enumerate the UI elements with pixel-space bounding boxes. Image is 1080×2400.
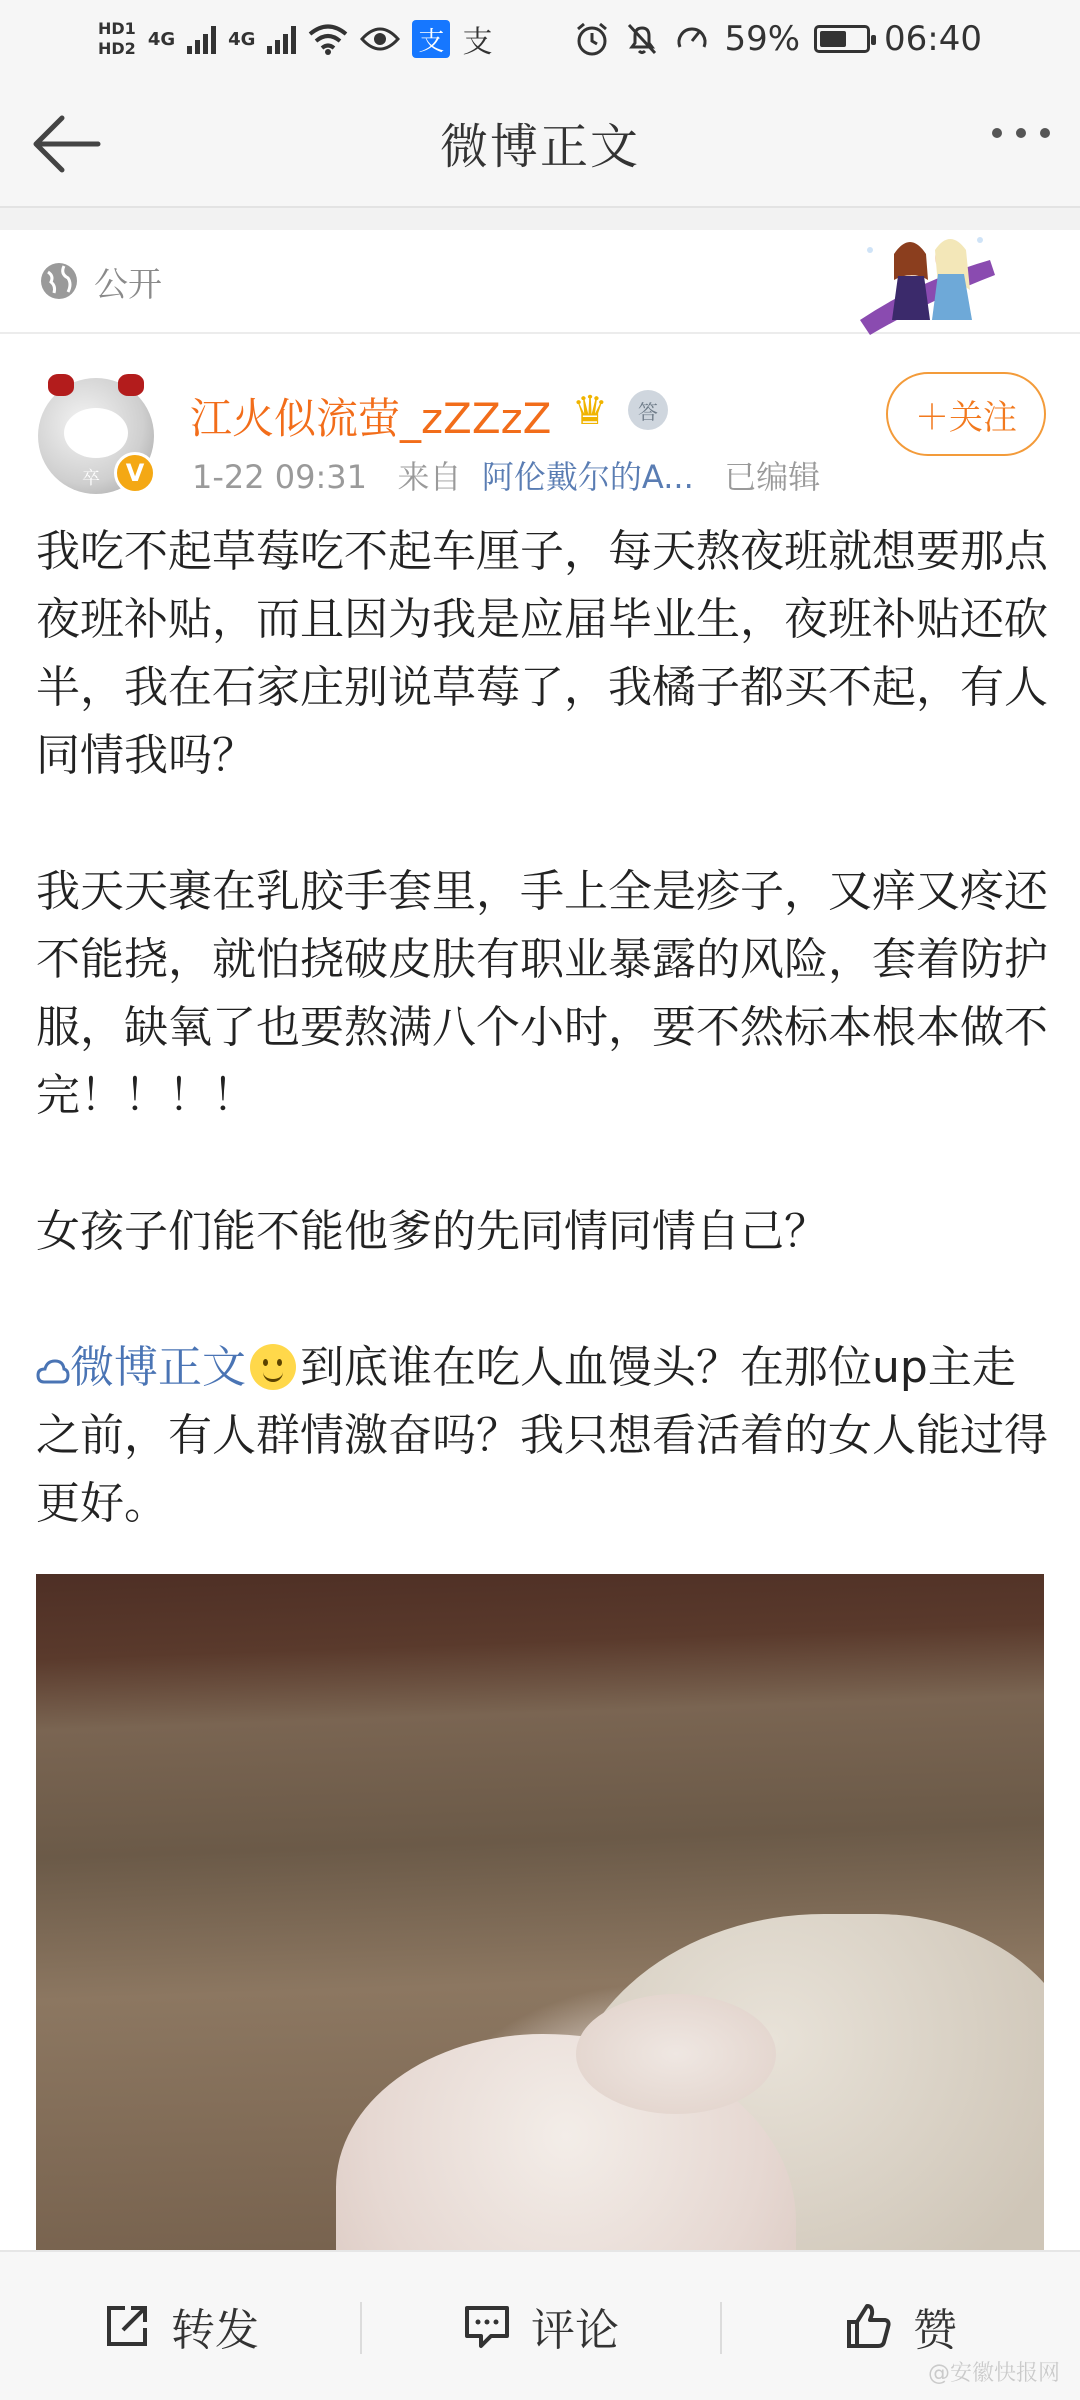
author-name[interactable]: 江火似流萤_zZZzZ xyxy=(190,394,552,443)
hd2-label: HD2 xyxy=(98,39,136,58)
status-bar xyxy=(0,0,1080,78)
like-label: 赞 xyxy=(913,2305,957,2356)
hd-indicator xyxy=(98,19,136,59)
battery-percent: 59% xyxy=(724,19,801,59)
quote-paragraph xyxy=(36,1334,1052,1538)
crown-icon[interactable]: ♛ xyxy=(572,388,608,434)
page-title: 微博正文 xyxy=(439,118,640,175)
follow-button[interactable]: ＋关注 xyxy=(886,372,1046,456)
post-photo[interactable] xyxy=(36,1574,1044,2250)
repost-icon xyxy=(101,2300,153,2352)
visibility-label: 公开 xyxy=(94,264,162,305)
watermark: @安徽快报网 xyxy=(927,2361,1060,2386)
post-time: 1-22 09:31 xyxy=(192,458,368,496)
thumbs-up-icon xyxy=(843,2300,895,2352)
signal-icon-2 xyxy=(267,24,296,54)
nav-bar xyxy=(0,78,1080,208)
mute-icon xyxy=(624,21,660,57)
network-type-2: 4G xyxy=(228,28,256,50)
alarm-icon xyxy=(574,21,610,57)
battery-icon xyxy=(814,25,870,53)
smile-emoji-icon xyxy=(250,1344,296,1390)
alipay-icon: 支 xyxy=(412,20,450,58)
post-paragraph-1: 我吃不起草莓吃不起车厘子，每天熬夜班就想要那点夜班补贴，而且因为我是应届毕业生，夜班补贴还砍半，我在石家庄别说草莓了，我橘子都买不起，有人同情我吗？ xyxy=(36,526,1048,781)
clock: 06:40 xyxy=(884,19,982,59)
post-paragraph-3: 女孩子们能不能他爹的先同情同情自己？ xyxy=(36,1206,828,1257)
signal-icon xyxy=(187,24,216,54)
weibo-text-link[interactable]: 微博正文 xyxy=(70,1342,246,1393)
weibo-link-icon xyxy=(36,1356,70,1386)
post-meta xyxy=(192,452,820,498)
wifi-icon xyxy=(308,23,348,55)
network-type-1: 4G xyxy=(147,28,176,50)
eye-icon xyxy=(360,25,400,53)
edited-label: 已编辑 xyxy=(724,458,821,496)
comment-label: 评论 xyxy=(531,2305,619,2356)
globe-icon xyxy=(38,260,80,302)
verified-badge-icon: V xyxy=(114,452,156,494)
post-content xyxy=(36,518,1052,1538)
frozen-sticker-image xyxy=(850,220,1000,340)
photo-knuckle xyxy=(576,1994,776,2114)
comment-icon xyxy=(461,2300,513,2352)
post-paragraph-2: 我天天裹在乳胶手套里，手上全是疹子，又痒又疼还不能挠，就怕挠破皮肤有职业暴露的风险，套着防护服，缺氧了也要熬满八个小时，要不然标本根本做不完！！！！ xyxy=(36,866,1048,1121)
bottom-toolbar xyxy=(0,2250,1080,2400)
hd1-label: HD1 xyxy=(98,19,136,38)
repost-button[interactable] xyxy=(0,2252,360,2400)
more-options-icon[interactable] xyxy=(992,128,1050,138)
comment-button[interactable] xyxy=(360,2252,720,2400)
post-source[interactable]: 阿伦戴尔的A... xyxy=(481,458,694,496)
author-row xyxy=(0,340,1080,510)
repost-label: 转发 xyxy=(171,2305,259,2356)
medal-icon[interactable]: 答 xyxy=(628,390,668,430)
avatar-tag: 卒 xyxy=(82,468,100,489)
zhi-icon: 支 xyxy=(462,25,493,60)
back-arrow-icon[interactable] xyxy=(28,112,104,176)
data-saver-icon xyxy=(674,21,710,57)
quote-text: 到底谁在吃人血馒头？在那位up主走之前，有人群情激奋吗？我只想看活着的女人能过得更好。 xyxy=(36,1342,1048,1529)
from-label: 来自 xyxy=(397,458,462,496)
